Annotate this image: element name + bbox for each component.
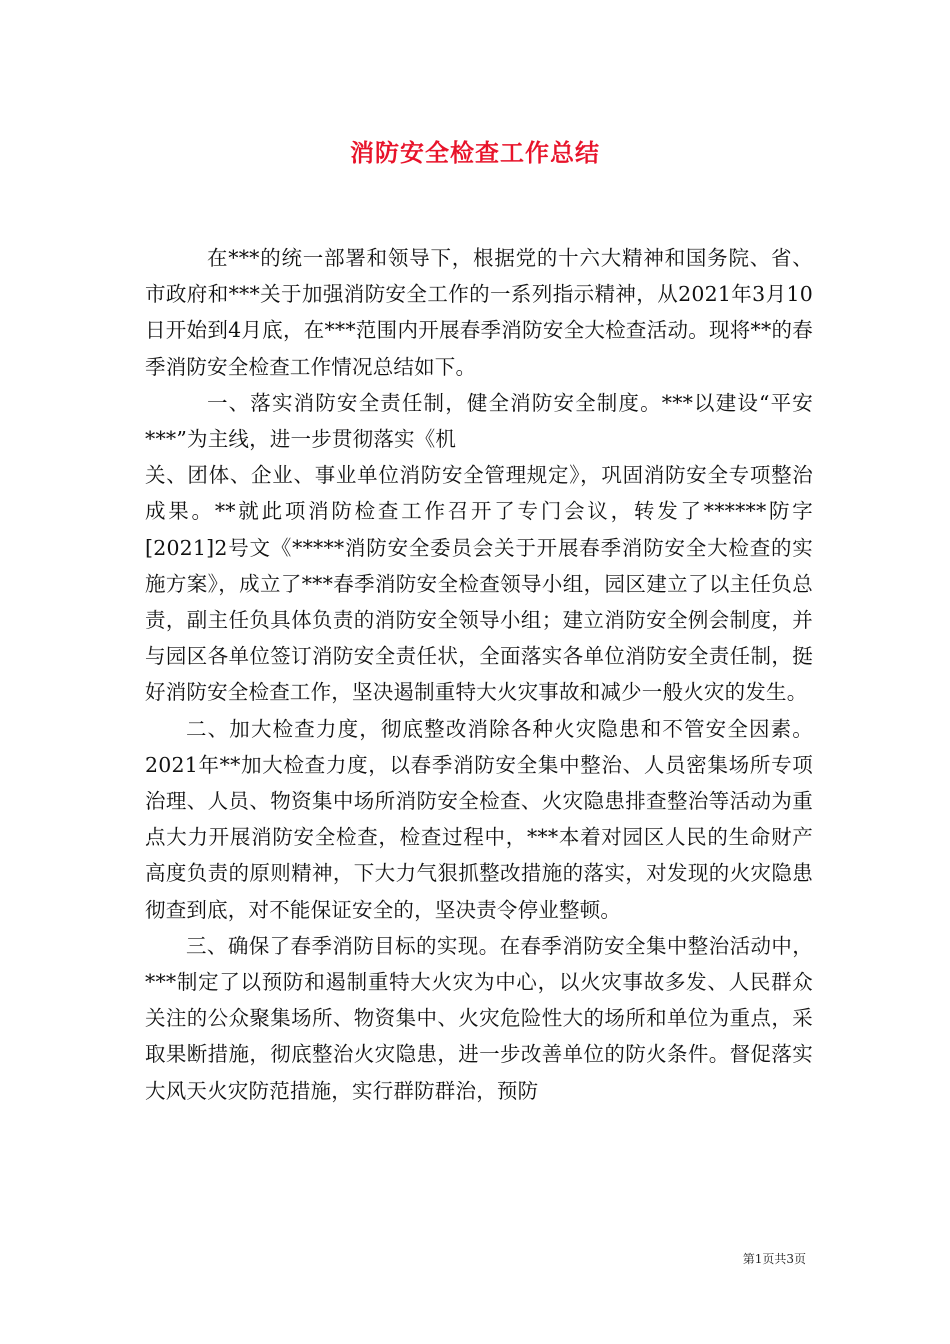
paragraph-section-1-heading: 一、落实消防安全责任制，健全消防安全制度。***以建设“平安***”为主线，进一步贯彻落实《机 [145, 390, 813, 452]
page-number: 第1页共3页 [742, 1252, 806, 1266]
document-title: 消防安全检查工作总结 [350, 139, 600, 167]
paragraph-intro: 在***的统一部署和领导下，根据党的十六大精神和国务院、省、市政府和***关于加强消防安全工作的一系列指示精神，从2021年3月10日开始到4月底，在***范围内开展春季消防安全大检查活动。现将**的春季消防安全检查工作情况总结如下。 [145, 246, 813, 379]
paragraph-section-1-body: 关、团体、企业、事业单位消防安全管理规定》，巩固消防安全专项整治成果。**就此项消防检查工作召开了专门会议，转发了******防字[2021]2号文《*****消防安全委员会关于开展春季消防安全大检查的实施方案》，成立了***春季消防安全检查领导小组，园区建立了以主任负总责，副主任负具体负责的消防安全领导小组；建立消防安全例会制度，并与园区各单位签订消防安全责任状，全面落实各单位消防安全责任制，挺好消防安全检查工作，坚决遏制重特大火灾事故和减少一般火灾的发生。 [145, 463, 813, 705]
document-body [145, 240, 813, 1109]
paragraph-section-3: 三、确保了春季消防目标的实现。在春季消防安全集中整治活动中，***制定了以预防和遏制重特大火灾为中心，以火灾事故多发、人民群众关注的公众聚集场所、物资集中、火灾危险性大的场所和单位为重点，采取果断措施，彻底整治火灾隐患，进一步改善单位的防火条件。督促落实大风天火灾防范措施，实行群防群治，预防 [145, 933, 813, 1103]
paragraph-section-2: 二、加大检查力度，彻底整改消除各种火灾隐患和不管安全因素。2021年**加大检查力度，以春季消防安全集中整治、人员密集场所专项治理、人员、物资集中场所消防安全检查、火灾隐患排查整治等活动为重点大力开展消防安全检查，检查过程中，***本着对园区人民的生命财产高度负责的原则精神，下大力气狠抓整改措施的落实，对发现的火灾隐患彻查到底，对不能保证安全的，坚决责令停业整顿。 [145, 716, 813, 922]
